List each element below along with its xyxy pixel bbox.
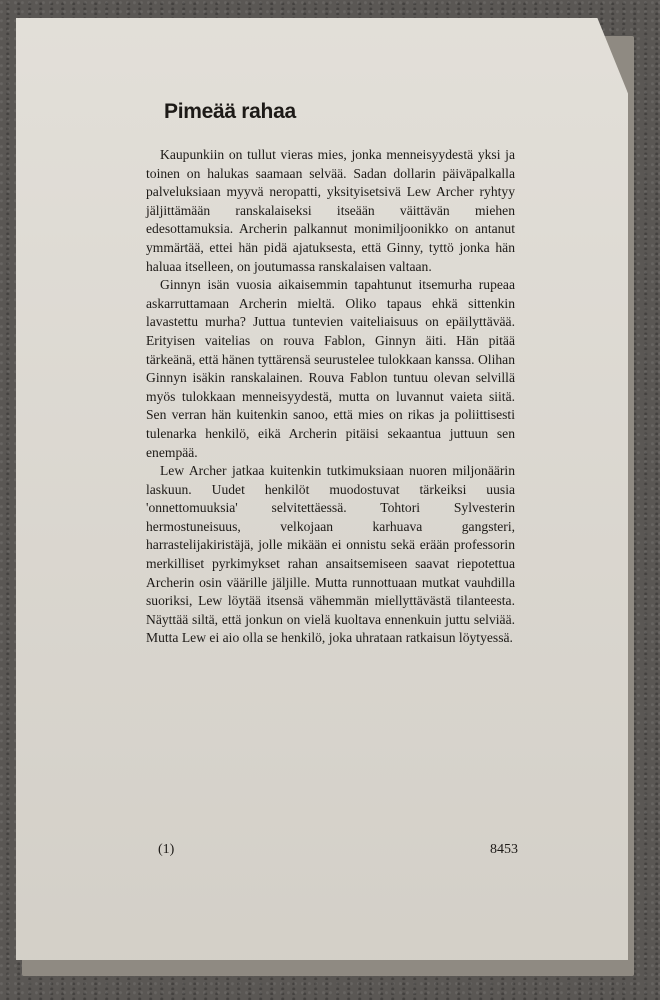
- blurb-paragraph-1: Kaupunkiin on tullut vieras mies, jonka menneisyydestä yksi ja toinen on halukas saamaan selvää. Sadan dollarin päiväpalkalla palveluksiaan myyvä neropatti, yksityisetsivä Lew Archer ryhtyy jäljittämään ranskalaiseksi itseään väittävän miehen edesottamuksia. Archerin palkannut monimiljoonikko on antanut ymmärtää, ettei hän pidä ajatuksesta, että Ginny, tyttö jonka hän haluaa itselleen, on joutumassa ranskalaisen valtaan.: [146, 147, 515, 274]
- blurb-paragraph-2: Ginnyn isän vuosia aikaisemmin tapahtunut itsemurha rupeaa askarruttamaan Archerin mieltä. Oliko tapaus ehkä sittenkin lavastettu murha? Juttua tuntevien vaiteliaisuus on epäilyttävää. Erityisen vaitelias on rouva Fablon, Ginnyn äiti. Hän pitää tärkeänä, että hänen tyttärensä seurustelee tulokkaan kanssa. Olihan Ginnyn isäkin ranskalainen. Rouva Fablon tuntuu olevan selvillä myös tulokkaan menneisyydestä, mutta on luvannut vaieta siitä. Sen verran hän kuitenkin sanoo, että mies on rikas ja poliittisesti tulenarka henkilö, eikä Archerin pitäisi sekaantua juttuun sen enempää.: [146, 277, 515, 460]
- blurb-paragraph-3: Lew Archer jatkaa kuitenkin tutkimuksiaan nuoren miljonäärin laskuun. Uudet henkilöt muodostuvat tärkeiksi uusia 'onnettomuuksia' selvitettäessä. Tohtori Sylvesterin hermostuneisuus, velkojaan karhuava gangsteri, harrastelijakiristäjä, jolle mikään ei onnistu sekä erään professorin merkilliset pyrkimykset rahan ansaitsemiseen saavat riepotettua Archerin osin väärille jäljille. Mutta runnottuaan mutkat vauhdilla suoriksi, Lew löytää itsensä vähemmän miellyttävästä tilanteesta. Näyttää siltä, että jonkun on vielä kuoltava ennenkuin juttu selviää. Mutta Lew ei aio olla se henkilö, joka uhrataan ratkaisun löytyessä.: [146, 463, 515, 646]
- catalog-code: 8453: [490, 842, 518, 857]
- back-cover-text: [146, 82, 515, 648]
- book-title: Pimeää rahaa: [164, 100, 296, 123]
- series-number: (1): [158, 842, 175, 857]
